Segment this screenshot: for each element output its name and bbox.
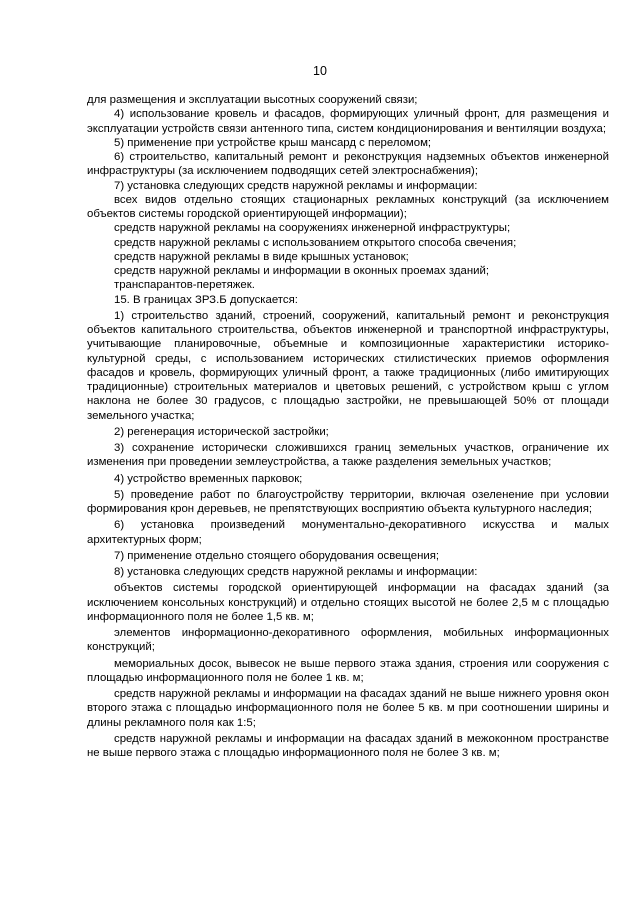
paragraph-sub-open-lighting: средств наружной рекламы с использованием открытого способа свечения; (114, 236, 517, 249)
paragraph-item-5: 5) применение при устройстве крыш мансард с переломом; (114, 136, 432, 149)
paragraph-15-item-2: 2) регенерация исторической застройки; (114, 425, 329, 438)
paragraph-sub-facade-lower: средств наружной рекламы и информации на фасадах зданий не выше нижнего уровня окон второго этажа с площадью информационного поля не более 5 кв. м при соотношении ширины и длины рекламного поля как 1:5; (87, 688, 609, 729)
paragraph-item-7: 7) установка следующих средств наружной рекламы и информации: (114, 179, 478, 192)
paragraph-15-item-1: 1) строительство зданий, строений, сооружений, капитальный ремонт и реконструкция объектов капитального строительства, объектов инженерной и транспортной инфраструктуры, учитывающие планировочные, объемные и композиционные характеристики историко-культурной среды, с использованием исторических стилистических приемов оформления фасадов и кровель, формирующих уличный фронт, а также традиционных (либо имитирующих традиционные) строительных материалов и цветовых решений, с устройством крыш с углом наклона не более 30 градусов, с площадью застройки, не превышающей 50% от площади земельного участка; (87, 309, 609, 422)
paragraph-sub-windows: средств наружной рекламы и информации в оконных проемах зданий; (114, 265, 490, 277)
paragraph-15-item-4: 4) устройство временных парковок; (114, 472, 303, 485)
paragraph-continuation: для размещения и эксплуатации высотных сооружений связи; (87, 94, 418, 106)
paragraph-15-item-3: 3) сохранение исторически сложившихся границ земельных участков, ограничение их изменения при проведении землеустройства, а также разделения земельных участков; (87, 442, 609, 469)
paragraph-15-item-6: 6) установка произведений монументально-декоративного искусства и малых архитектурных форм; (87, 519, 609, 546)
page-number: 10 (313, 64, 327, 78)
paragraph-sub-facade-between-windows: средств наружной рекламы и информации на фасадах зданий в межоконном пространстве не выше первого этажа с площадью информационного поля не более 3 кв. м; (87, 732, 609, 759)
paragraph-sub-orientation: объектов системы городской ориентирующей информации на фасадах зданий (за исключением консольных конструкций) и отдельно стоящих высотой не более 2,5 м с площадью информационного поля не более 1,5 кв. м; (87, 582, 609, 623)
paragraph-item-6: 6) строительство, капитальный ремонт и реконструкция надземных объектов инженерной инфраструктуры (за исключением подводящих сетей электроснабжения); (87, 151, 609, 178)
paragraph-item-4: 4) использование кровель и фасадов, формирующих уличный фронт, для размещения и эксплуатации устройств связи антенного типа, систем кондиционирования и вентиляции воздуха; (87, 108, 609, 135)
paragraph-sub-banners: транспарантов-перетяжек. (114, 279, 255, 292)
paragraph-15-item-7: 7) применение отдельно стоящего оборудования освещения; (114, 549, 440, 562)
paragraph-sub-roof: средств наружной рекламы в виде крышных установок; (114, 250, 409, 263)
paragraph-15-item-5: 5) проведение работ по благоустройству территории, включая озеленение при условии формирования крон деревьев, не препятствующих восприятию объекта культурного наследия; (87, 488, 609, 515)
section-15-heading: 15. В границах ЗРЗ.Б допускается: (114, 293, 298, 306)
paragraph-sub-decorative: элементов информационно-декоративного оформления, мобильных информационных конструкций; (87, 627, 609, 654)
paragraph-sub-memorial: мемориальных досок, вывесок не выше первого этажа здания, строения или сооружения с площадью информационного поля не более 1 кв. м; (87, 657, 609, 684)
page-body (87, 93, 609, 760)
paragraph-sub-infrastructure: средств наружной рекламы на сооружениях инженерной инфраструктуры; (114, 222, 511, 235)
paragraph-sub-freestanding: всех видов отдельно стоящих стационарных рекламных конструкций (за исключением объектов системы городской ориентирующей информации); (87, 193, 609, 220)
paragraph-15-item-8: 8) установка следующих средств наружной рекламы и информации: (114, 566, 478, 578)
